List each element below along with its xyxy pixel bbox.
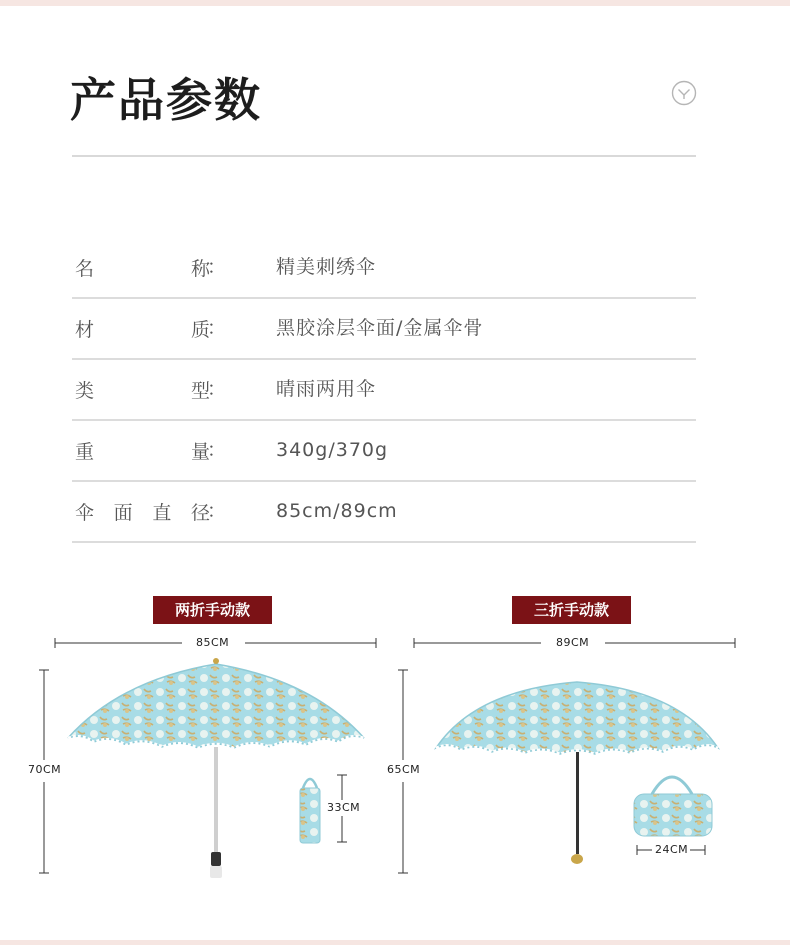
- spec-label-char: 型: [190, 380, 210, 402]
- spec-label-char: 重: [75, 441, 95, 463]
- spec-value: 晴雨两用伞: [276, 378, 377, 400]
- folded-length-label-three-fold: 24CM: [655, 843, 689, 856]
- umbrella-two-fold-illustration: [68, 658, 364, 878]
- height-label-three-fold: 65CM: [387, 763, 421, 776]
- spec-label-char: 直: [152, 502, 172, 524]
- spec-label-char: 径: [190, 502, 210, 524]
- spec-label-char: 量: [190, 441, 210, 463]
- spec-colon: ：: [207, 317, 227, 339]
- spec-value: 85cm/89cm: [276, 500, 398, 522]
- folded-length-label-two-fold: 33CM: [327, 801, 361, 814]
- model-badge-two-fold: 两折手动款: [153, 596, 272, 624]
- spec-value: 精美刺绣伞: [276, 256, 377, 278]
- spec-label-char: 面: [113, 502, 133, 524]
- spec-label-char: 伞: [75, 502, 95, 524]
- height-label-two-fold: 70CM: [28, 763, 62, 776]
- folded-umbrella-bag: [634, 777, 712, 836]
- bottom-band: [0, 940, 790, 945]
- spec-value: 黑胶涂层伞面/金属伞骨: [276, 317, 484, 339]
- spec-colon: ：: [207, 439, 227, 461]
- spec-label-char: 名: [75, 258, 95, 280]
- spec-colon: ：: [207, 500, 227, 522]
- spec-label-char: 称: [190, 258, 210, 280]
- folded-umbrella-two-fold: [300, 779, 320, 843]
- spec-label-char: 类: [75, 380, 95, 402]
- spec-value: 340g/370g: [276, 439, 389, 461]
- spec-label-char: 材: [75, 319, 95, 341]
- width-label-three-fold: 89CM: [556, 636, 590, 649]
- spec-colon: ：: [207, 378, 227, 400]
- model-badge-three-fold: 三折手动款: [512, 596, 631, 624]
- umbrella-three-fold-illustration: [436, 682, 718, 864]
- width-label-two-fold: 85CM: [196, 636, 230, 649]
- spec-colon: ：: [207, 256, 227, 278]
- spec-label-char: 质: [190, 319, 210, 341]
- page-title: 产品参数: [70, 73, 262, 127]
